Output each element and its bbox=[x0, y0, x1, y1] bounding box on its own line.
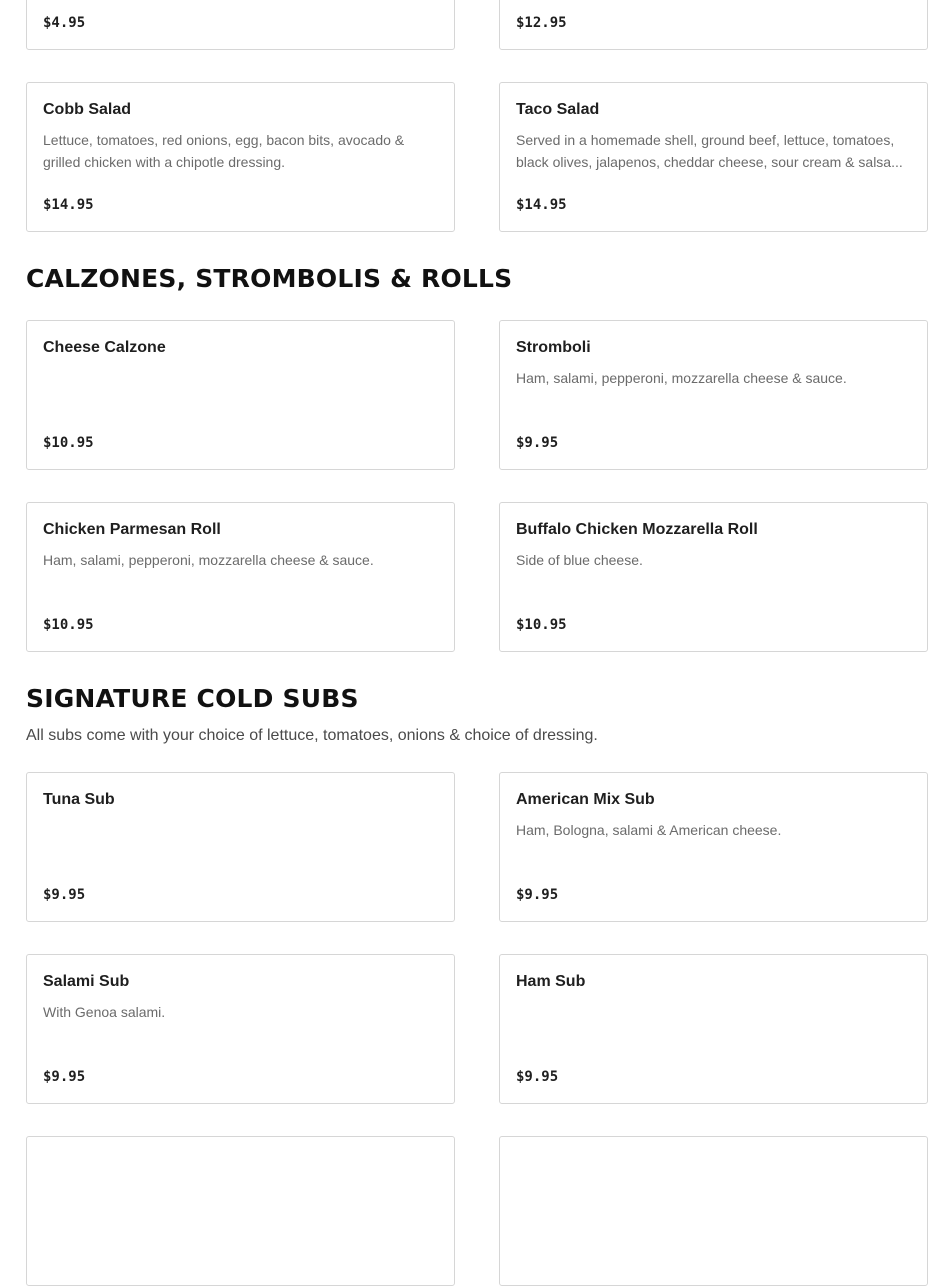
menu-item-card[interactable] bbox=[26, 954, 455, 1104]
menu-item-card[interactable] bbox=[26, 502, 455, 652]
menu-item-card[interactable] bbox=[26, 320, 455, 470]
section-title-calzones: CALZONES, STROMBOLIS & ROLLS bbox=[26, 264, 513, 293]
item-name: Salami Sub bbox=[43, 973, 130, 990]
item-name: Tuna Sub bbox=[43, 791, 115, 808]
item-price: $10.95 bbox=[43, 617, 94, 633]
item-price: $9.95 bbox=[43, 887, 86, 903]
item-name: Chicken Parmesan Roll bbox=[43, 521, 221, 538]
menu-item-card[interactable] bbox=[499, 320, 928, 470]
item-price: $10.95 bbox=[516, 617, 567, 633]
menu-item-card[interactable] bbox=[499, 954, 928, 1104]
menu-item-card[interactable] bbox=[499, 502, 928, 652]
menu-item-card[interactable] bbox=[26, 82, 455, 232]
menu-item-card[interactable] bbox=[26, 1136, 455, 1286]
menu-item-card[interactable] bbox=[499, 772, 928, 922]
item-description: Ham, salami, pepperoni, mozzarella cheese & sauce. bbox=[516, 370, 847, 386]
item-name: Stromboli bbox=[516, 339, 591, 356]
item-name: American Mix Sub bbox=[516, 791, 655, 808]
item-price: $9.95 bbox=[516, 887, 559, 903]
item-description: With Genoa salami. bbox=[43, 1004, 166, 1020]
menu-item-card[interactable] bbox=[499, 82, 928, 232]
item-price: $14.95 bbox=[516, 197, 567, 213]
menu-item-card[interactable] bbox=[499, 1136, 928, 1286]
item-name: Cheese Calzone bbox=[43, 339, 166, 356]
item-price: $14.95 bbox=[43, 197, 94, 213]
item-description: Side of blue cheese. bbox=[516, 552, 643, 568]
menu-item-card[interactable] bbox=[26, 0, 455, 50]
menu-item-card[interactable] bbox=[26, 772, 455, 922]
item-price: $12.95 bbox=[516, 15, 567, 31]
item-price: $10.95 bbox=[43, 435, 94, 451]
item-name: Buffalo Chicken Mozzarella Roll bbox=[516, 521, 758, 538]
item-price: $9.95 bbox=[516, 1069, 559, 1085]
item-description: Ham, salami, pepperoni, mozzarella cheese & sauce. bbox=[43, 552, 374, 568]
section-note: All subs come with your choice of lettuce, tomatoes, onions & choice of dressing. bbox=[26, 727, 598, 744]
item-price: $4.95 bbox=[43, 15, 86, 31]
item-name: Cobb Salad bbox=[43, 101, 132, 118]
item-description: Ham, Bologna, salami & American cheese. bbox=[516, 822, 782, 838]
item-name: Taco Salad bbox=[516, 101, 600, 118]
item-description: Lettuce, tomatoes, red onions, egg, bacon bits, avocado & grilled chicken with a chipotle dressing. bbox=[43, 132, 405, 170]
item-name: Ham Sub bbox=[516, 973, 586, 990]
menu-item-card[interactable] bbox=[499, 0, 928, 50]
item-price: $9.95 bbox=[43, 1069, 86, 1085]
section-title-cold-subs: SIGNATURE COLD SUBS bbox=[26, 684, 359, 713]
item-description: Served in a homemade shell, ground beef, lettuce, tomatoes, black olives, jalapenos, cheddar cheese, sour cream & salsa... bbox=[516, 132, 903, 170]
item-price: $9.95 bbox=[516, 435, 559, 451]
